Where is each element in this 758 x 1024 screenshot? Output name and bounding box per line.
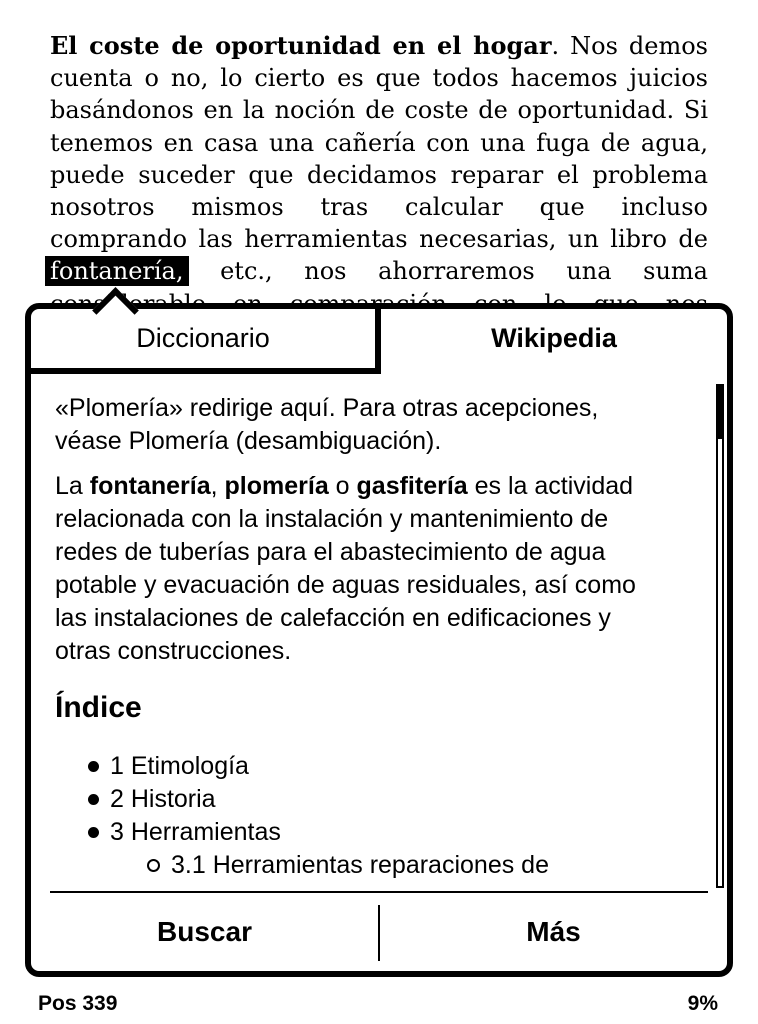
bullet-circle-icon [147, 859, 160, 872]
text-line: otras construcciones. [55, 637, 292, 665]
text-line: relacionada con la instalación y mantenimiento de [55, 505, 609, 533]
tab-diccionario[interactable] [31, 309, 381, 374]
list-item[interactable] [55, 750, 683, 783]
popup-button-bar [31, 893, 727, 971]
list-item-label: 3 Herramientas [110, 818, 281, 846]
text-line: véase Plomería (desambiguación). [55, 427, 442, 455]
list-item-label: 1 Etimología [110, 752, 249, 780]
scrollbar-track[interactable] [716, 384, 724, 888]
list-item[interactable] [55, 816, 683, 849]
list-item[interactable] [55, 783, 683, 816]
tab-label: Wikipedia [491, 323, 617, 353]
text-line: basándonos en la noción de coste de oportunidad. Si [50, 96, 708, 125]
progress-label: 9% [687, 992, 718, 1015]
text-line: El coste de oportunidad en el hogar. Nos demos [50, 31, 708, 60]
text-line: fontanería, etc., nos ahorraremos una suma [50, 255, 708, 287]
index-heading: Índice [55, 691, 142, 724]
text-line: tenemos en casa una cañería con una fuga de agua, [50, 128, 708, 157]
redirect-note [55, 392, 683, 458]
dictionary-popup [25, 303, 733, 977]
button-label: Buscar [157, 916, 252, 947]
text-line: potable y evacuación de aguas residuales, así como [55, 571, 636, 599]
highlighted-word[interactable]: fontanería, [45, 256, 189, 286]
tab-label: Diccionario [136, 323, 270, 353]
list-item-label: 2 Historia [110, 785, 216, 813]
button-label: Más [526, 916, 581, 947]
article-paragraph [55, 470, 683, 668]
index-list [55, 750, 683, 882]
tab-wikipedia[interactable] [381, 309, 727, 374]
text-line: La fontanería, plomería o gasfitería es la actividad [55, 472, 634, 500]
bullet-disc-icon [88, 827, 99, 838]
list-item-label: 3.1 Herramientas reparaciones de [171, 851, 549, 879]
text-line: comprando las herramientas necesarias, un libro de [50, 225, 708, 254]
book-text [50, 30, 708, 320]
text-line: puede suceder que decidamos reparar el problema [50, 160, 708, 189]
text-line: las instalaciones de calefacción en edificaciones y [55, 604, 611, 632]
text-line: cuenta o no, lo cierto es que todos hacemos juicios [50, 64, 708, 93]
text-line: redes de tuberías para el abastecimiento de agua [55, 538, 606, 566]
wikipedia-content [31, 374, 727, 891]
list-item[interactable] [55, 849, 683, 882]
bullet-disc-icon [88, 794, 99, 805]
buscar-button[interactable] [31, 893, 378, 971]
popup-tab-bar [31, 309, 727, 374]
mas-button[interactable] [380, 893, 727, 971]
bullet-disc-icon [88, 761, 99, 772]
text-line: «Plomería» redirige aquí. Para otras acepciones, [55, 394, 599, 422]
scrollbar-thumb[interactable] [717, 385, 723, 439]
text-line: nosotros mismos tras calcular que incluso [50, 193, 708, 222]
footer [38, 992, 718, 1016]
position-label: Pos 339 [38, 992, 118, 1015]
